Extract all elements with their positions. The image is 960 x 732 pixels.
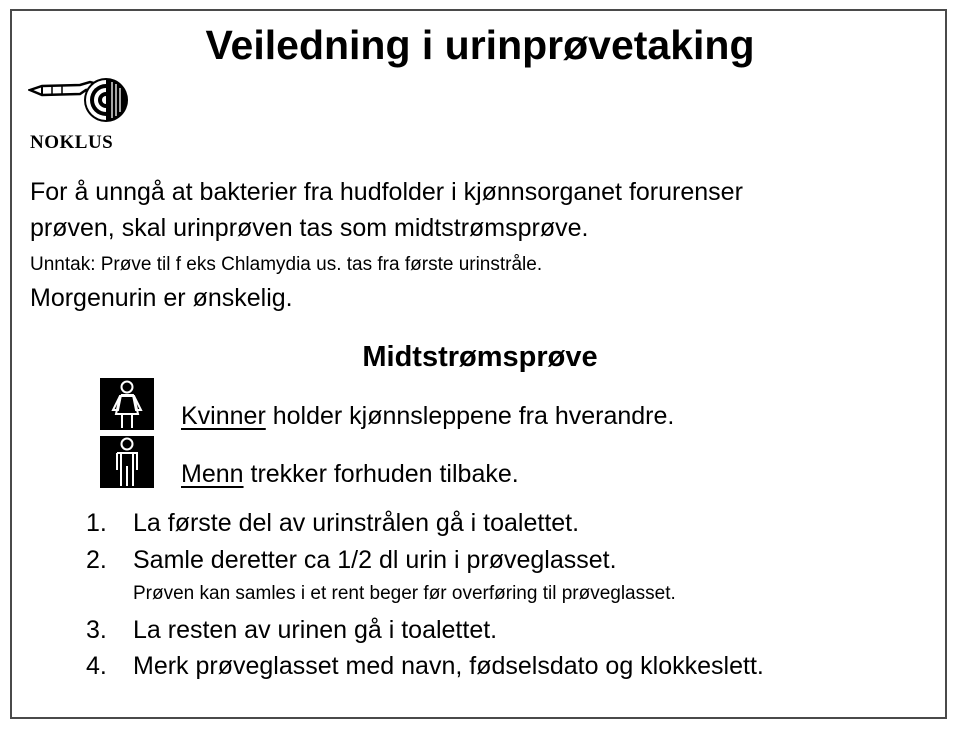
women-keyword: Kvinner [181, 402, 266, 430]
women-instruction [181, 402, 674, 431]
page-title: Veiledning i urinprøvetaking [205, 22, 755, 68]
list-item [86, 509, 579, 538]
women-instruction-text: holder kjønnsleppene fra hverandre. [265, 402, 675, 430]
men-instruction [181, 460, 519, 489]
list-item [86, 616, 497, 645]
morning-urine-note: Morgenurin er ønskelig. [30, 284, 293, 312]
step-text: La resten av urinen gå i toalettet. [133, 616, 498, 644]
male-pictogram-icon [100, 436, 154, 488]
step-text: Samle deretter ca 1/2 dl urin i prøveglasset. [133, 546, 617, 574]
female-pictogram [100, 378, 154, 430]
step-text: La første del av urinstrålen gå i toalettet. [133, 509, 580, 537]
step-number: 4. [86, 652, 107, 680]
step-text: Merk prøveglasset med navn, fødselsdato og klokkeslett. [133, 652, 764, 680]
men-keyword: Menn [181, 460, 244, 488]
exception-note: Unntak: Prøve til f eks Chlamydia us. tas fra første urinstråle. [30, 254, 543, 275]
step-number: 1. [86, 509, 107, 537]
logo-text: NOKLUS [30, 132, 114, 153]
list-item [86, 546, 617, 575]
step-2-note: Prøven kan samles i et rent beger før overføring til prøveglasset. [133, 583, 676, 604]
step-number: 3. [86, 616, 107, 644]
noklus-logo [28, 70, 132, 156]
list-item [86, 652, 764, 681]
intro-line-2: prøven, skal urinprøven tas som midtstrømsprøve. [30, 214, 589, 242]
men-instruction-text: trekker forhuden tilbake. [243, 460, 519, 488]
female-pictogram-icon [100, 378, 154, 430]
male-pictogram [100, 436, 154, 488]
step-number: 2. [86, 546, 107, 574]
noklus-logo-icon [28, 70, 132, 130]
section-title: Midtstrømsprøve [362, 341, 598, 373]
intro-line-1: For å unngå at bakterier fra hudfolder i kjønnsorganet forurenser [30, 178, 743, 206]
